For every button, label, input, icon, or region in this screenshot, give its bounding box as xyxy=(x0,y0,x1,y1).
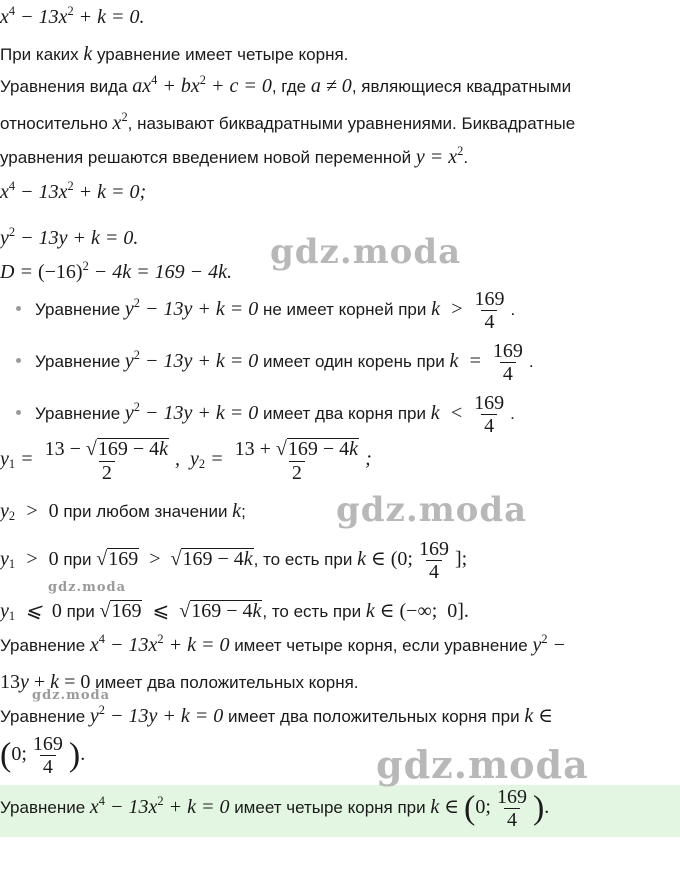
y2-positive: $y_2 > 0$ при любом значении k; xyxy=(0,500,246,524)
equation-main: $x^4 - 13x^2 + k = 0$. xyxy=(0,3,145,28)
interval-result: (0; $\frac{169}{4}$ ). xyxy=(0,733,86,778)
watermark: gdz.moda xyxy=(270,232,462,272)
y1-positive: $y_1 > 0$ при √169 > √169 − 4k, то есть при k ∈ (0; $\frac{169}{4}$ ]; xyxy=(0,538,468,583)
conclusion-line-2: 13y + k = 0 имеет два положительных корня. xyxy=(0,671,359,693)
conclusion-line-3: Уравнение $y^2 - 13y + k = 0$ имеет два положительных корня при k ∈ xyxy=(0,702,554,727)
question: При каких k уравнение имеет четыре корня. xyxy=(0,43,349,65)
equation-restated: $x^4 - 13x^2 + k = 0$; xyxy=(0,178,147,203)
definition-line-1: Уравнения вида $ax^4 + bx^2 + c = 0$, где a ≠ 0, являющиеся квадратными xyxy=(0,72,572,97)
watermark: gdz.moda xyxy=(336,490,528,530)
bullet-dot-icon xyxy=(16,410,21,415)
roots-formula: $y_1$ = $\frac{13 - √169 - 4k}{2}$ , $y_2$ = $\frac{13 + √169 - 4k}{2}$ ; xyxy=(0,438,372,484)
definition-line-2: относительно $x^2$, называют биквадратными уравнениями. Биквадратные xyxy=(0,109,576,134)
equation-substituted: $y^2 - 13y + k = 0$. xyxy=(0,224,139,249)
definition-line-3: уравнения решаются введением новой переменной $y = x^2$. xyxy=(0,143,469,168)
watermark: gdz.moda xyxy=(376,742,589,787)
watermark: gdz.moda xyxy=(48,580,127,595)
bullet-no-roots: Уравнение $y^2 - 13y + k = 0$ не имеет корней при k > $\frac{169}{4}$ . xyxy=(0,289,515,332)
bullet-two-roots: Уравнение $y^2 - 13y + k = 0$ имеет два корня при k < $\frac{169}{4}$ . xyxy=(0,393,515,436)
bullet-one-root: Уравнение $y^2 - 13y + k = 0$ имеет один корень при k = $\frac{169}{4}$ . xyxy=(0,341,534,384)
bullet-dot-icon xyxy=(16,306,21,311)
discriminant: $D = (-16)^2 - 4k = 169 - 4k$. xyxy=(0,258,233,283)
y1-nonpositive: $y_1$ ⩽ 0 при √169 ⩽ √169 − 4k, то есть при k ∈ (−∞; 0]. xyxy=(0,600,469,624)
bullet-dot-icon xyxy=(16,358,21,363)
conclusion-line-1: Уравнение $x^4 - 13x^2 + k = 0$ имеет четыре корня, если уравнение $y^2$ − xyxy=(0,631,567,656)
watermark: gdz.moda xyxy=(32,688,111,703)
final-answer: Уравнение $x^4 - 13x^2 + k = 0$ имеет четыре корня при k ∈ (0; $\frac{169}{4}$ ). xyxy=(0,786,550,831)
